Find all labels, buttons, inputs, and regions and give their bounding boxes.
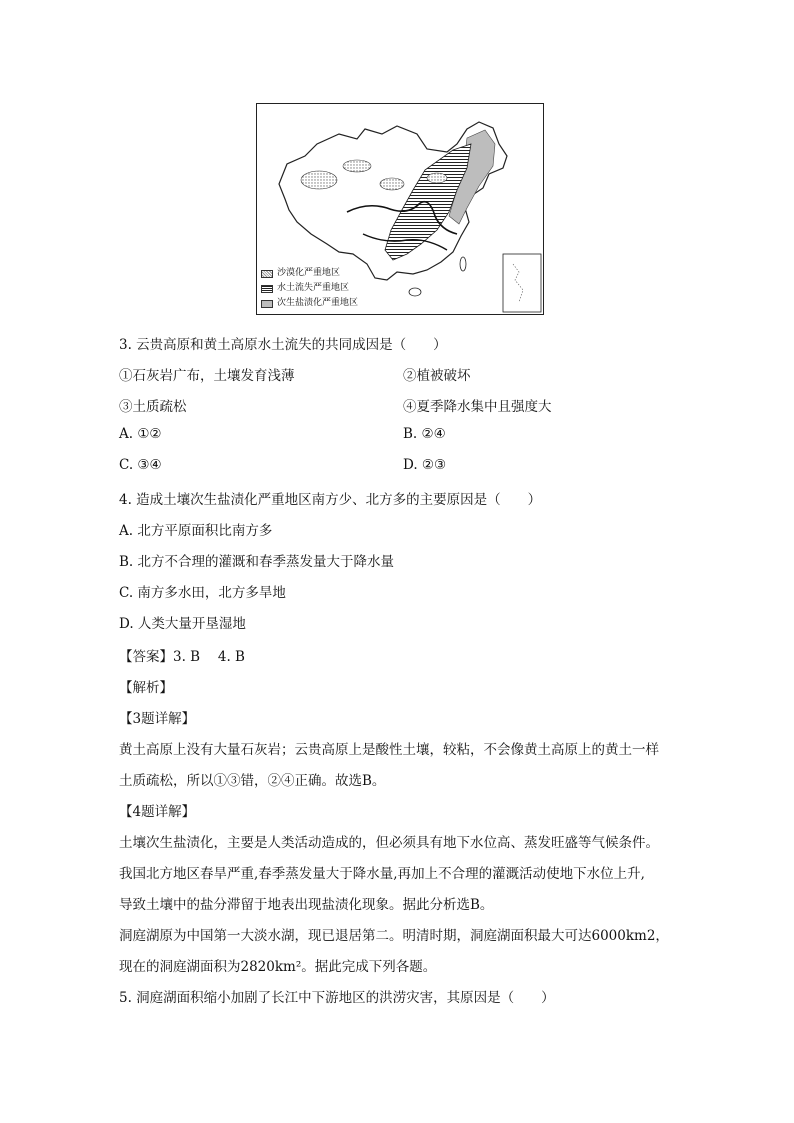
detail-4-line-3: 导致土壤中的盐分滞留于地表出现盐渍化现象。据此分析选B。 bbox=[119, 897, 494, 913]
intro-line-2: 现在的洞庭湖面积为2820km²。据此完成下列各题。 bbox=[119, 959, 437, 975]
detail-4-line-2: 我国北方地区春旱严重,春季蒸发量大于降水量,再加上不合理的灌溉活动使地下水位上升, bbox=[119, 866, 645, 882]
china-land-degradation-map bbox=[256, 103, 544, 315]
legend-item-salinization bbox=[261, 296, 358, 311]
q3-option-a: A. ①② bbox=[119, 426, 162, 442]
legend-swatch-erosion bbox=[261, 285, 273, 293]
detail-4-line-1: 土壤次生盐渍化，主要是人类活动造成的，但必须具有地下水位高、蒸发旺盛等气候条件。 bbox=[119, 835, 659, 851]
legend-label: 次生盐渍化严重地区 bbox=[277, 298, 359, 308]
question-3-stem: 3. 云贵高原和黄土高原水土流失的共同成因是（ ） bbox=[119, 337, 447, 353]
legend-swatch-salinization bbox=[261, 300, 273, 308]
question-5-stem: 5. 洞庭湖面积缩小加剧了长江中下游地区的洪涝灾害，其原因是（ ） bbox=[119, 990, 555, 1006]
question-4-stem: 4. 造成土壤次生盐渍化严重地区南方少、北方多的主要原因是（ ） bbox=[119, 492, 542, 508]
intro-line-1: 洞庭湖原为中国第一大淡水湖，现已退居第二。明清时期，洞庭湖面积最大可达6000km2， bbox=[119, 928, 669, 944]
q4-option-d: D. 人类大量开垦湿地 bbox=[119, 616, 246, 632]
analysis-label: 【解析】 bbox=[119, 680, 173, 696]
q4-option-b: B. 北方不合理的灌溉和春季蒸发量大于降水量 bbox=[119, 554, 395, 570]
detail-3-line-1: 黄土高原上没有大量石灰岩；云贵高原上是酸性土壤，较粘，不会像黄土高原上的黄土一样 bbox=[119, 742, 659, 758]
legend-swatch-desert bbox=[261, 270, 273, 278]
legend-item-desertification bbox=[261, 266, 358, 281]
detail-3-label: 【3题详解】 bbox=[119, 711, 196, 727]
q3-item-3: ③土质疏松 bbox=[119, 399, 187, 415]
legend-item-erosion bbox=[261, 281, 358, 296]
q3-option-b: B. ②④ bbox=[403, 426, 446, 442]
q3-option-d: D. ②③ bbox=[403, 457, 447, 473]
legend-label: 沙漠化严重地区 bbox=[277, 268, 341, 278]
map-legend bbox=[261, 266, 358, 311]
detail-3-line-2: 土质疏松，所以①③错，②④正确。故选B。 bbox=[119, 773, 386, 789]
q4-option-c: C. 南方多水田，北方多旱地 bbox=[119, 585, 286, 601]
q3-option-c: C. ③④ bbox=[119, 457, 162, 473]
answer-line: 【答案】3. B 4. B bbox=[119, 649, 245, 665]
q4-option-a: A. 北方平原面积比南方多 bbox=[119, 523, 273, 539]
q3-item-1: ①石灰岩广布，土壤发育浅薄 bbox=[119, 368, 295, 384]
detail-4-label: 【4题详解】 bbox=[119, 804, 196, 820]
q3-item-2: ②植被破坏 bbox=[403, 368, 471, 384]
legend-label: 水土流失严重地区 bbox=[277, 283, 350, 293]
q3-item-4: ④夏季降水集中且强度大 bbox=[403, 399, 552, 415]
